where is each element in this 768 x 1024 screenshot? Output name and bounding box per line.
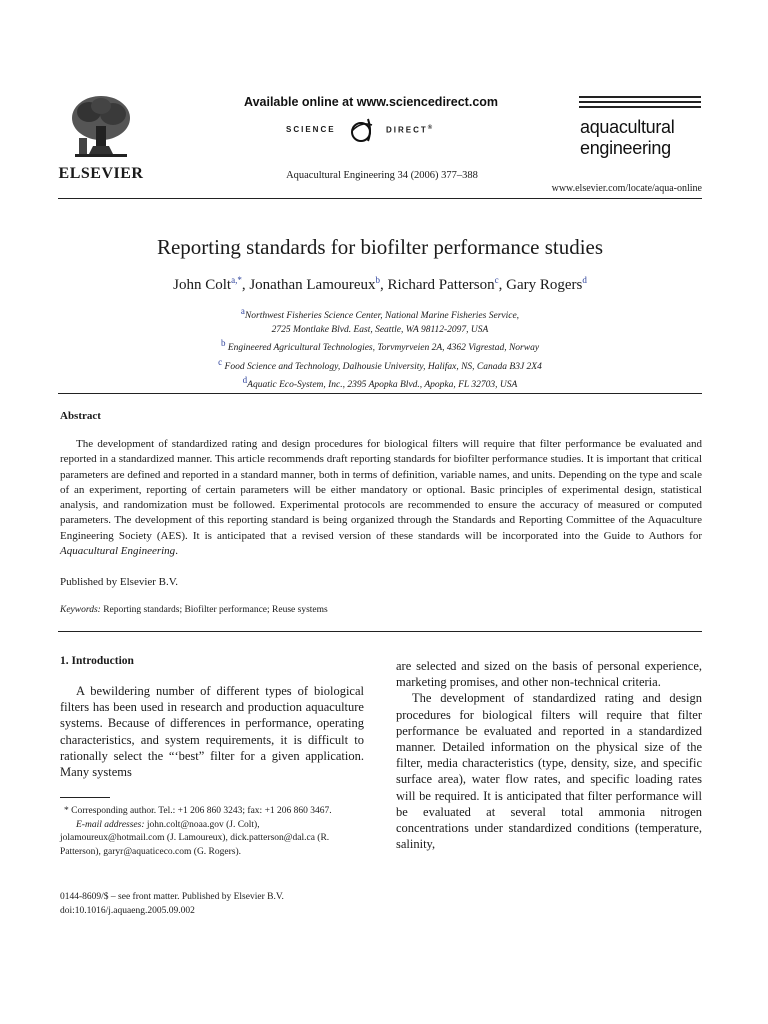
author-name: Richard Patterson: [387, 277, 495, 293]
keywords-label: Keywords:: [60, 605, 101, 615]
abstract-top-divider: [58, 393, 702, 394]
available-online-text[interactable]: Available online at www.sciencedirect.com: [244, 95, 499, 109]
footnote-divider: [60, 797, 110, 798]
front-matter: [60, 891, 364, 918]
corresponding-author-text: * Corresponding author. Tel.: +1 206 860 3243; fax: +1 206 860 3467.: [64, 806, 332, 816]
affiliation-item: $^d$Aquatic Eco-System, Inc., 2395 Apopka Blvd., Apopka, FL 32703, USA: [242, 375, 518, 391]
affiliation-item: $^a$Northwest Fisheries Science Center, National Marine Fisheries Service,: [240, 306, 520, 322]
author-affiliation-marker[interactable]: a,*: [231, 275, 242, 285]
affiliation-item: $^b$ Engineered Agricultural Technologies, Torvmyrveien 2A, 4362 Vigrestad, Norway: [220, 338, 540, 354]
abstract-body: The development of standardized rating and design procedures for biological filters will require that filter performance be evaluated and reported in a standardized manner. This article recommends draft reporting standards for biofilter performance studies. It is important that critical parameters are defined and reported in a standard manner, both in terms of definition, variable names, and units. Depending on the type and scale of an experiment, reporting of certain parameters will be either mandatory or optional. Basic principles of experimental design, statistical analysis, and randomization must be followed. Experimental protocols are recommended to ensure the accuracy of measured or computed parameters. The development of this reporting standard is being organized through the Standards and Reporting Committee of the Aquaculture Engineering Society (AES). It is anticipated that a revised version of these standards will be incorporated into the Guide to Authors for Aquacultural Engineering.: [60, 438, 702, 558]
section-heading-introduction: 1. Introduction: [60, 655, 134, 667]
affiliation-item-continued: 2725 Montlake Blvd. East, Seattle, WA 98112-2097, USA: [271, 324, 489, 335]
email-addresses[interactable]: E-mail addresses: john.colt@noaa.gov (J. Colt), jolamoureux@hotmail.com (J. Lamoureux), dick.patterson@dal.ca (R. Patterson), garyr@aquaticeco.com (G. Rogers).: [60, 819, 330, 857]
front-matter-text: 0144-8609/$ – see front matter. Published by Elsevier B.V.: [60, 892, 284, 902]
author-affiliation-marker[interactable]: b: [375, 275, 381, 285]
tree-icon: [69, 94, 133, 162]
right-column: [396, 658, 702, 852]
abstract-published-by: Published by Elsevier B.V.: [60, 576, 179, 588]
journal-citation: Aquacultural Engineering 34 (2006) 377–388: [286, 170, 478, 181]
publisher-name: ELSEVIER: [58, 165, 144, 182]
keywords-line: [60, 605, 328, 615]
author-list: John Colt$^{a,*}$, Jonathan Lamoureux$^b$, Richard Patterson$^c$, Gary Rogers$^d$: [173, 275, 587, 293]
sciencedirect-d-icon: [346, 117, 380, 143]
intro-paragraph: The development of standardized rating and design procedures for biological filters will require that filter performance be evaluated and reported in a standardized manner. Detailed information on the physical size of the filter, media characteristics (type, density, size, and specific surface area), water flow rates, and specific loading rates will be required. It is anticipated that filter performance will be evaluated at several total ammonia nitrogen concentrations under standardized conditions (temperature, salinity,: [396, 691, 702, 852]
sd-word-science: SCIENCE: [286, 125, 336, 134]
article-title: Reporting standards for biofilter performance studies: [156, 235, 604, 259]
abstract-heading: Abstract: [60, 410, 101, 422]
keywords-value: Reporting standards; Biofilter performance; Reuse systems: [103, 605, 328, 615]
author-name: John Colt: [173, 277, 232, 293]
corresponding-author-footnote: [60, 805, 364, 859]
doi-link[interactable]: doi:10.1016/j.aquaeng.2005.09.002: [60, 905, 195, 916]
affiliation-item: $^c$ Food Science and Technology, Dalhousie University, Halifax, NS, Canada B3J 2X4: [218, 356, 542, 372]
intro-paragraph-continued: are selected and sized on the basis of personal experience, marketing promises, and other non-technical criteria.: [396, 659, 702, 690]
abstract-bottom-divider: [58, 631, 702, 632]
left-column: [60, 655, 364, 780]
journal-url-link[interactable]: www.elsevier.com/locate/aqua-online: [551, 183, 702, 194]
author-affiliation-marker[interactable]: d: [582, 275, 587, 285]
author-name: Gary Rogers: [506, 277, 583, 293]
author-name: Jonathan Lamoureux: [249, 277, 376, 293]
affiliations: [58, 305, 702, 393]
intro-paragraph: A bewildering number of different types of biological filters has been used in research and production aquaculture systems. Because of differences in performance, operating characteristics, and system requirements, it is difficult to rationally select the “‘best” filter for a given application. Many systems: [60, 684, 364, 780]
journal-logo-rules: [579, 96, 701, 110]
sd-word-direct: DIRECT®: [386, 125, 433, 135]
header-divider: [58, 198, 702, 199]
journal-logo-text: aquacultural engineering: [580, 117, 675, 158]
sciencedirect-logo: [286, 117, 466, 143]
author-affiliation-marker[interactable]: c: [494, 275, 499, 285]
